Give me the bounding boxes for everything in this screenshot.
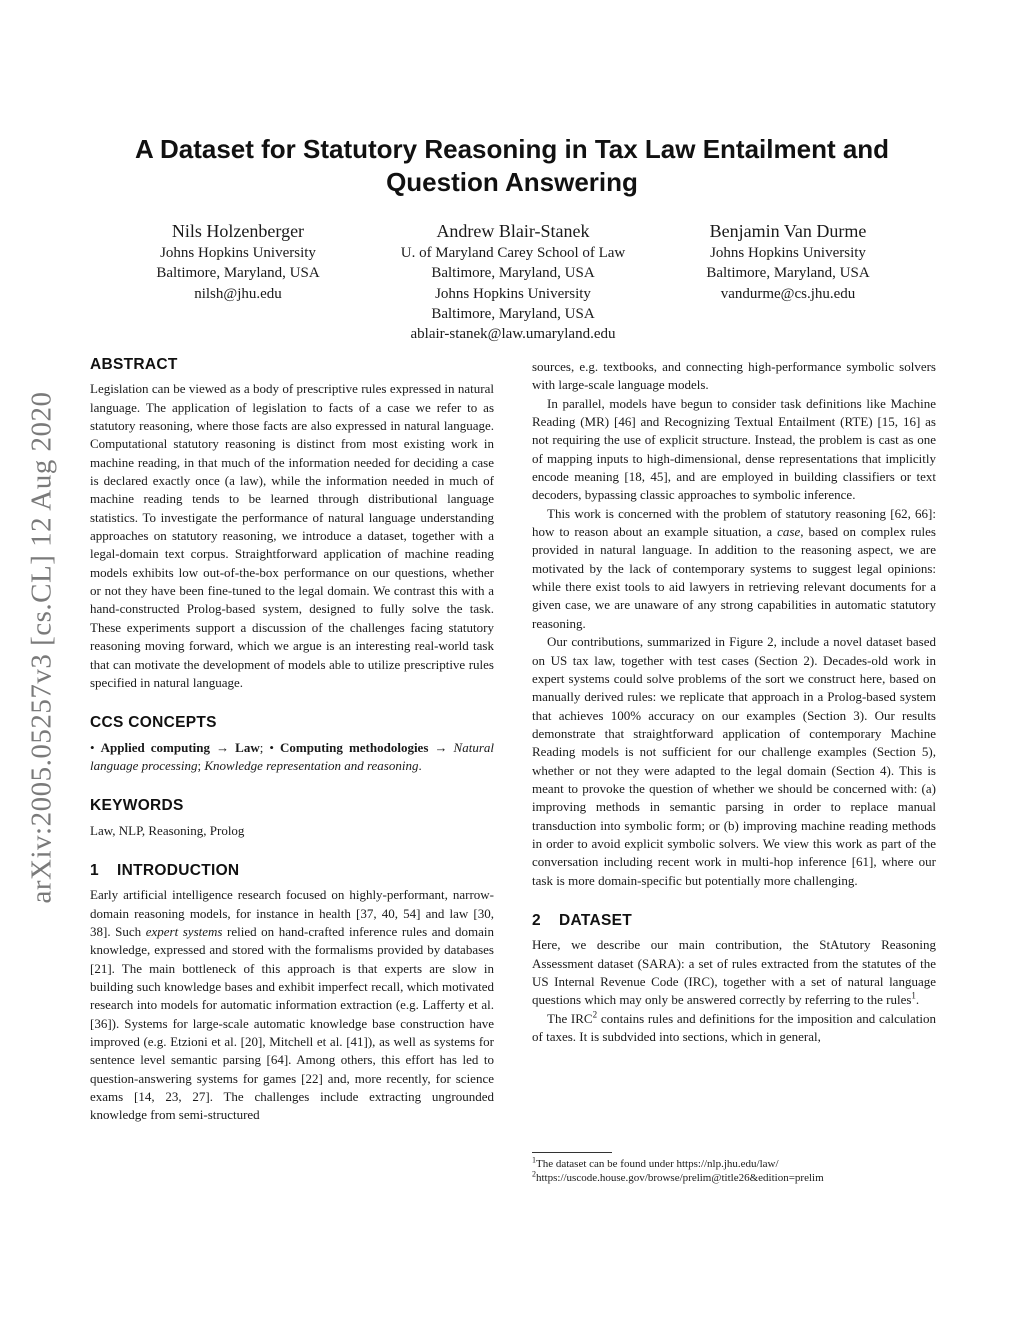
abstract-heading: ABSTRACT [90,356,178,373]
emphasis: case [777,524,801,540]
introduction-heading [90,862,494,880]
author-name: Nils Holzenberger [171,221,305,241]
section-title: INTRODUCTION [117,861,240,879]
body-paragraph: sources, e.g. textbooks, and connecting high-performance symbolic solvers with large-scale language models. [532,359,936,393]
ccs-end: . [418,757,422,773]
author-location: Baltimore, Maryland, USA [431,265,595,282]
keywords-heading: KEYWORDS [90,797,184,815]
ccs-term: Computing methodologies [280,739,429,755]
ccs-separator: ; [197,757,205,773]
footnote-marker[interactable]: 1 [911,991,916,1002]
body-paragraph: This work is concerned with the problem of statutory reasoning [62, 66]: how to reason about an example situation, a case, based on complex rules provided in natural language. In addition to the reasoning aspect, we are motivated by the lack of contemporary systems to suggest legal opinions: while there exist tools to aid lawyers in retrieving relevant documents for a given case, we are unaware of any strong capabilities in automatic statutory reasoning. [532,505,936,631]
arrow-icon: → [216,739,230,755]
body-paragraph: In parallel, models have begun to consider task definitions like Machine Reading (MR) [46] and Recognizing Textual Entailment (RTE) [15, 16] as not requiring the use of explicit structure. Instead, the problem is cast as one of mapping inputs to high-dimensional, dense representations that implicitly encode meaning [18, 45], and are employed in building classifiers or text decoders, bypassing classic approaches to symbolic inference. [532,395,936,503]
author-email: nilsh@jhu.edu [194,285,282,302]
author-location: Baltimore, Maryland, USA [706,265,870,282]
body-paragraph: Here, we describe our main contribution, the StAtutory Reasoning Assessment dataset (SARA): a set of rules extracted from the statutes of the US Internal Revenue Code (IRC), together with a set of natural language questions which may only be answered correctly by referring to the rules$^1$. [532,937,936,1008]
author-location: Baltimore, Maryland, USA [156,265,320,282]
section-number: 1 [90,861,99,879]
dataset-heading [532,912,936,930]
author-email: ablair-stanek@law.umaryland.edu [410,326,616,343]
left-column [90,356,494,1125]
author-affiliation: U. of Maryland Carey School of Law [400,245,626,261]
author-affiliation: Johns Hopkins University [435,285,591,302]
footnote: $^1$The dataset can be found under https://nlp.jhu.edu/law/ [532,1155,779,1170]
footnote: $^2$https://uscode.house.gov/browse/prelim@title26&edition=prelim [532,1169,824,1184]
section-number: 2 [532,911,541,929]
author-name: Benjamin Van Durme [709,221,867,241]
abstract-text: Legislation can be viewed as a body of prescriptive rules expressed in natural language. The application of legislation to facts of a case we refer to as statutory reasoning, where those facts are also expressed in natural language. Computational statutory reasoning is distinct from most existing work in machine reading, in that much of the information needed for deciding a case is declared exactly once (a law), while the information needed in much of machine reading tends to be learned through distributional language statistics. To investigate the performance of natural language understanding approaches on statutory reasoning, we introduce a dataset, together with a legal-domain text corpus. Straightforward application of machine reading models exhibits low out-of-the-box performance on our questions, whether or not they have been fine-tuned to the legal domain. We contrast this with a hand-constructed Prolog-based system, designed to fully solve the task. These experiments support a discussion of the challenges facing statutory reasoning moving forward, which we argue is an interesting real-world task that can motivate the development of models able to utilize prescriptive rules specified in natural language. [90,381,494,690]
author-block-3 [672,220,904,304]
body-paragraph: The IRC$^2$ contains rules and definitions for the imposition and calculation of taxes. It is subdvided into sections, which in general, [532,1009,936,1045]
ccs-term: Knowledge representation and reasoning [204,757,419,773]
ccs-term: Applied computing [100,739,210,755]
author-affiliation: Johns Hopkins University [160,245,316,261]
ccs-term: Natural language processing [90,739,495,773]
author-location: Baltimore, Maryland, USA [431,305,595,322]
ccs-concepts-text: • Applied computing → Law; • Computing methodologies → Natural language processing; Knowledge representation and reasoning. [90,739,495,773]
author-affiliation: Johns Hopkins University [710,245,866,261]
footnote-divider [532,1152,612,1153]
author-email: vandurme@cs.jhu.edu [720,285,856,302]
right-column [532,358,936,1046]
ccs-concepts-heading: CCS CONCEPTS [90,714,217,732]
body-paragraph: Our contributions, summarized in Figure 2, include a novel dataset based on US tax law, together with test cases (Section 2). Decades-old work in expert systems could solve problems of the sort we construct here, based on manually derived rules: we replicate that approach in a Prolog-based system that achieves 100% accuracy on our examples (Section 3). Our results demonstrate that straightforward application of contemporary Machine Reading models is not sufficient for our challenge examples (Section 5), whether or not they were adapted to the legal domain (Section 4). This is meant to provoke the question of whether we should be concerned with: (a) improving methods in semantic parsing in order to replace manual transduction into symbolic form; or (b) improving machine reading methods in order to avoid explicit symbolic solvers. We view this work as part of the conversation including recent work in multi-hop inference [61], where our task is more domain-specific but potentially more challenging. [532,634,936,888]
ccs-term: Law [235,739,260,755]
footnote-marker[interactable]: 2 [592,1009,598,1020]
keywords-text: Law, NLP, Reasoning, Prolog [90,822,245,838]
arrow-icon: → [434,739,448,755]
paper-title: A Dataset for Statutory Reasoning in Tax Law Entailment and Question Answering [134,134,890,197]
author-block-2 [372,220,654,344]
section-title: DATASET [559,911,632,929]
arxiv-identifier-text: arXiv:2005.05257v3 [cs.CL] 12 Aug 2020 [25,391,58,903]
emphasis: expert systems [145,923,223,939]
introduction-paragraph: Early artificial intelligence research focused on highly-performant, narrow-domain reasoning models, for instance in health [37, 40, 54] and law [30, 38]. Such expert systems relied on hand-crafted inference rules and domain knowledge, expressed and stored with the formalisms provided by databases [21]. The main bottleneck of this approach is that experts are slow in building such knowledge bases and exhibit imperfect recall, which motivated research into models for automatic information extraction (e.g. Lafferty et al. [36]). Systems for large-scale automatic knowledge base construction have improved (e.g. Etzioni et al. [20], Mitchell et al. [41]), as well as systems for sentence level semantic parsing [64]. Among others, this effort has led to question-answering systems for games [22] and, more recently, for science exams [14, 23, 27]. The challenges include extracting ungrounded knowledge from semi-structured [90,887,495,1123]
author-name: Andrew Blair-Stanek [436,221,590,241]
arxiv-identifier [22,352,62,942]
footnotes [532,1152,936,1185]
author-block-1 [122,220,354,304]
